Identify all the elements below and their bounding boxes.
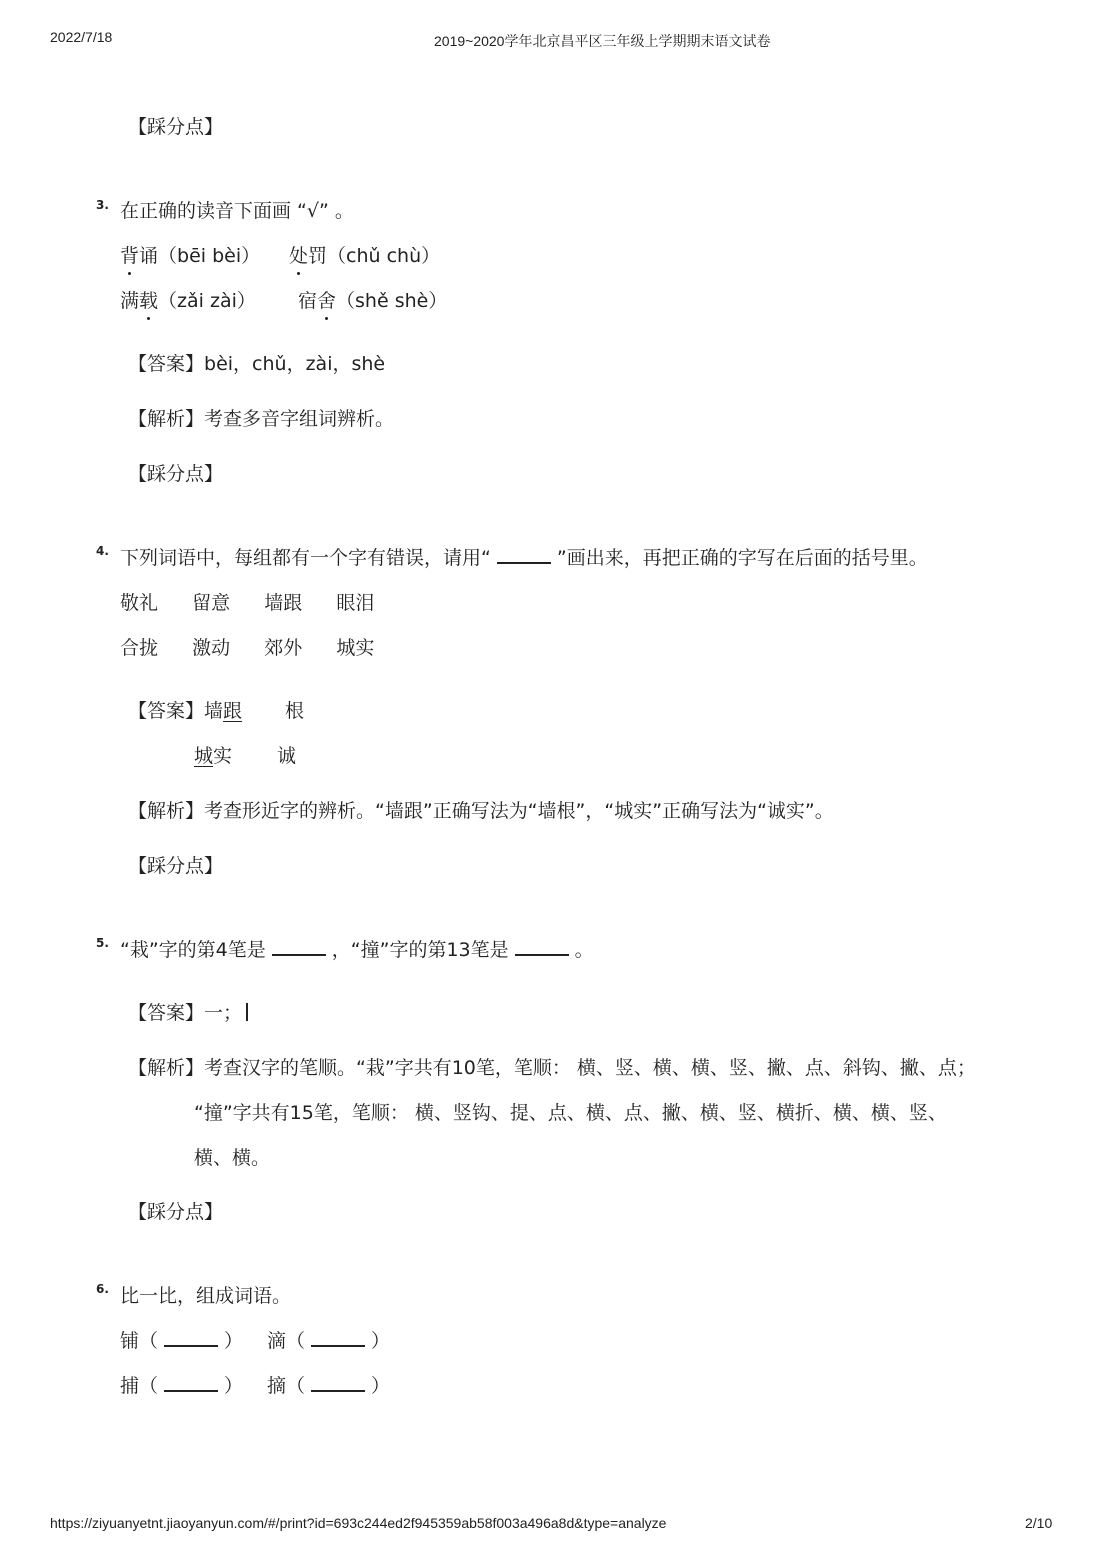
dotted-char: 处 xyxy=(289,245,309,267)
word-item: 留意 xyxy=(192,592,231,614)
word-row xyxy=(120,636,374,660)
answer-label: 【答案】 xyxy=(128,1002,205,1024)
question-number: 5. xyxy=(96,936,109,950)
answer-text: bèi，chǔ，zài，shè xyxy=(204,353,386,375)
question-number: 6. xyxy=(96,1282,109,1296)
fill-item: 铺（ ） xyxy=(120,1330,244,1352)
vertical-stroke-glyph xyxy=(246,1003,248,1021)
word-item: 合拢 xyxy=(120,637,159,659)
pinyin-item: 宿舍（shě shè） xyxy=(298,290,448,312)
word-item: 城实 xyxy=(336,637,375,659)
corrected-char: 根 xyxy=(285,700,305,722)
word-row xyxy=(120,591,374,615)
blank-underline xyxy=(515,940,569,956)
question-number: 4. xyxy=(96,544,109,558)
word-item: 敬礼 xyxy=(120,592,159,614)
dotted-char: 载 xyxy=(139,290,159,312)
page-url: https://ziyuanyetnt.jiaoyanyun.com/#/print?id=693c244ed2f945359ab58f003a496a8d&type=analyze xyxy=(50,1515,667,1531)
answer-text: 一； xyxy=(204,1002,243,1024)
answer-label: 【答案】 xyxy=(128,700,205,722)
answer-line xyxy=(128,1001,248,1025)
analysis-text: 考查多音字组词辨析。 xyxy=(204,408,395,430)
word-item: 激动 xyxy=(192,637,231,659)
blank-underline xyxy=(164,1376,218,1392)
question-number: 3. xyxy=(96,198,109,212)
analysis-label: 【解析】 xyxy=(128,800,205,822)
word-item: 墙跟 xyxy=(264,592,303,614)
analysis-line xyxy=(128,799,834,823)
fill-item: 捕（ ） xyxy=(120,1375,244,1397)
analysis-text: 考查形近字的辨析。“墙跟”正确写法为“墙根”，“城实”正确写法为“诚实”。 xyxy=(204,800,834,822)
analysis-continuation: “撞”字共有15笔，笔顺： 横、竖钩、提、点、横、点、撇、横、竖、横折、横、横、竖、 xyxy=(194,1102,947,1124)
blank-underline xyxy=(497,548,551,564)
answer-label: 【答案】 xyxy=(128,353,205,375)
score-point-label: 【踩分点】 xyxy=(128,855,224,877)
document-title: 2019~2020学年北京昌平区三年级上学期期末语文试卷 xyxy=(434,33,771,49)
underlined-char: 城 xyxy=(194,745,214,767)
fill-item: 滴（ ） xyxy=(267,1330,391,1352)
answer-line: 城实 xyxy=(194,745,233,767)
score-point-label: 【踩分点】 xyxy=(128,1201,224,1223)
question-stem: “栽”字的第4笔是 ，“撞”字的第13笔是 。 xyxy=(120,939,594,961)
print-date: 2022/7/18 xyxy=(50,29,113,45)
answer-line xyxy=(128,352,385,376)
dotted-char: 背 xyxy=(120,245,140,267)
word-item: 郊外 xyxy=(264,637,303,659)
analysis-continuation: 横、横。 xyxy=(194,1147,271,1169)
score-point-label: 【踩分点】 xyxy=(128,116,224,138)
pinyin-item: 处罚（chǔ chù） xyxy=(289,245,441,267)
word-item: 眼泪 xyxy=(336,592,375,614)
blank-underline xyxy=(311,1331,365,1347)
pinyin-item: 满载（zǎi zài） xyxy=(120,290,256,312)
question-stem: 在正确的读音下面画 “√” 。 xyxy=(120,200,354,222)
corrected-char: 诚 xyxy=(277,745,297,767)
question-stem: 比一比，组成词语。 xyxy=(120,1285,292,1307)
pinyin-item: 背诵（bēi bèi） xyxy=(120,245,261,267)
analysis-line xyxy=(128,407,394,431)
page-number: 2/10 xyxy=(1025,1515,1053,1531)
analysis-text: 考查汉字的笔顺。“栽”字共有10笔，笔顺： 横、竖、横、横、竖、撇、点、斜钩、撇、点； xyxy=(204,1057,976,1079)
dotted-char: 舍 xyxy=(317,290,337,312)
fill-item: 摘（ ） xyxy=(267,1375,391,1397)
analysis-line xyxy=(128,1056,976,1080)
score-point-label: 【踩分点】 xyxy=(128,463,224,485)
blank-underline xyxy=(272,940,326,956)
blank-underline xyxy=(311,1376,365,1392)
answer-line: 【答案】墙跟 xyxy=(128,700,243,722)
analysis-label: 【解析】 xyxy=(128,1057,205,1079)
question-stem: 下列词语中，每组都有一个字有错误，请用“ ”画出来，再把正确的字写在后面的括号里。 xyxy=(120,547,928,569)
analysis-label: 【解析】 xyxy=(128,408,205,430)
underlined-char: 跟 xyxy=(223,700,243,722)
blank-underline xyxy=(164,1331,218,1347)
